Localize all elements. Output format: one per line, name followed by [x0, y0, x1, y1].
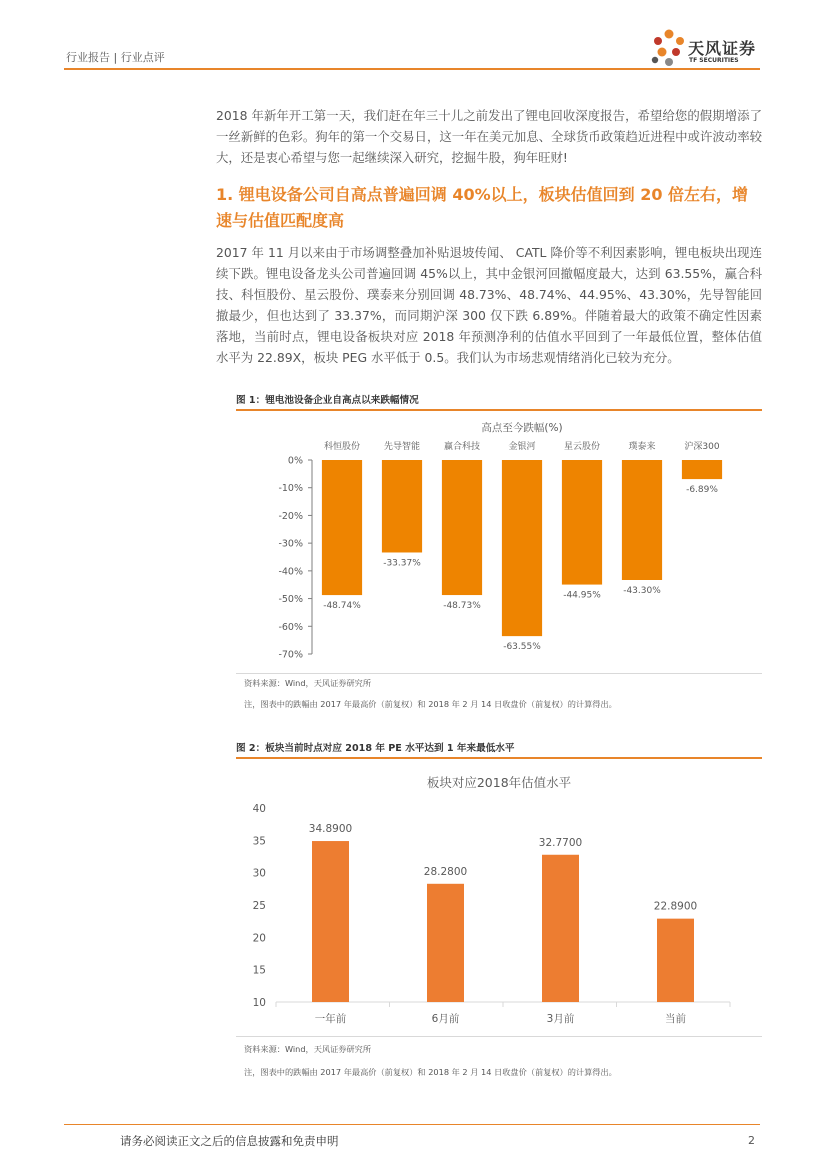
data-label: -48.74% — [323, 601, 361, 612]
header-divider — [64, 68, 760, 70]
bar — [682, 460, 722, 479]
logo-text-cn: 天风证券 — [688, 39, 757, 58]
x-category-label: 赢合科技 — [443, 442, 481, 452]
y-tick-label: 10 — [252, 997, 266, 1009]
data-label: -6.89% — [686, 485, 718, 496]
figure-2-source: 资料来源：Wind，天风证券研究所 — [244, 1044, 372, 1054]
x-category-label: 6月前 — [431, 1013, 460, 1025]
data-label: -44.95% — [563, 590, 601, 601]
figure-2-top-rule — [236, 757, 762, 759]
x-category-label: 璞泰来 — [628, 442, 656, 452]
y-tick-label: 30 — [252, 867, 266, 880]
figure-2-bottom-rule — [236, 1036, 762, 1037]
bar — [322, 460, 362, 595]
figure-2-note: 注，图表中的跌幅由 2017 年最高价（前复权）和 2018 年 2 月 14 日收盘价（前复权）的计算得出。 — [244, 1067, 617, 1077]
y-tick-label: 25 — [252, 900, 266, 912]
x-category-label: 科恒股份 — [323, 442, 361, 452]
figure-1-bottom-rule — [236, 673, 762, 674]
y-tick-label: 0% — [287, 455, 303, 467]
x-category-label: 当前 — [665, 1013, 686, 1025]
page-number: 2 — [748, 1134, 755, 1147]
y-tick-label: 20 — [252, 932, 266, 945]
bar — [562, 460, 602, 585]
x-category-label: 先导智能 — [383, 442, 421, 452]
data-label: -63.55% — [503, 642, 541, 653]
footer-divider — [64, 1124, 760, 1125]
x-category-label: 星云股份 — [563, 442, 601, 452]
bar — [542, 855, 579, 1002]
data-label: 22.8900 — [653, 900, 698, 913]
data-label: 32.7700 — [538, 836, 583, 849]
report-type-label: 行业报告 | 行业点评 — [66, 51, 165, 64]
figure-2-caption: 图 2：板块当前时点对应 2018 年 PE 水平达到 1 年来最低水平 — [236, 743, 515, 754]
tf-securities-logo — [650, 28, 765, 70]
figure-1-note: 注，图表中的跌幅由 2017 年最高价（前复权）和 2018 年 2 月 14 日收盘价（前复权）的计算得出。 — [244, 699, 617, 709]
bar — [502, 460, 542, 636]
bar — [657, 919, 694, 1002]
section-body-paragraph: 2017 年 11 月以来由于市场调整叠加补贴退坡传闻、 CATL 降价等不利因素影响，锂电板块出现连续下跌。锂电设备龙头公司普遍回调 45%以上，其中金银河回撤幅度最大，达到 63.55%，赢合科技、科恒股份、星云股份、璞泰来分别回调 48.73%、48.74%、44.95%、43.30%，先导智能回撤最少，但也达到了 33.37%，而同期沪深 300 仅下跌 6.89%。伴随着最大的政策不确定性因素落地，当前时点，锂电设备板块对应 2018 年预测净利的估值水平回到了一年最低位置，整体估值水平为 22.89X，板块 PEG 水平低于 0.5。我们认为市场悲观情绪消化已较为充分。 — [216, 245, 762, 365]
figure-1-top-rule — [236, 409, 762, 411]
bar — [382, 460, 422, 552]
y-tick-label: -50% — [278, 594, 303, 606]
data-label: 28.2800 — [423, 865, 468, 878]
y-tick-label: -40% — [278, 566, 303, 578]
bar — [312, 841, 349, 1002]
y-tick-label: -30% — [278, 538, 303, 550]
valuation-bar-chart — [236, 760, 762, 1034]
figure-1-caption: 图 1：锂电池设备企业自高点以来跌幅情况 — [236, 395, 419, 406]
footer-disclaimer: 请务必阅读正文之后的信息披露和免责申明 — [120, 1134, 339, 1148]
data-label: -48.73% — [443, 601, 481, 612]
x-category-label: 一年前 — [314, 1013, 347, 1025]
x-category-label: 沪深300 — [684, 442, 720, 452]
logo-flower-icon — [650, 28, 690, 70]
x-category-label: 金银河 — [508, 442, 536, 452]
chart-title: 板块对应2018年估值水平 — [426, 775, 572, 790]
y-tick-label: -60% — [278, 621, 303, 633]
x-category-label: 3月前 — [546, 1013, 575, 1025]
chart-title: 高点至今跌幅(%) — [481, 422, 563, 434]
bar — [427, 884, 464, 1002]
y-tick-label: 40 — [252, 803, 266, 815]
data-label: -33.37% — [383, 558, 421, 569]
y-tick-label: -10% — [278, 483, 303, 495]
y-tick-label: 15 — [252, 964, 266, 977]
intro-paragraph: 2018 年新年开工第一天，我们赶在年三十儿之前发出了锂电回收深度报告，希望给您的假期增添了一丝新鲜的色彩。狗年的第一个交易日，这一年在美元加息、全球货币政策趋近进程中或许波动率较大，还是衷心希望与您一起继续深入研究，挖掘牛股，狗年旺财! — [216, 108, 762, 165]
y-tick-label: -20% — [278, 510, 303, 522]
y-tick-label: 35 — [252, 835, 266, 848]
drawdown-bar-chart — [236, 412, 762, 670]
data-label: -43.30% — [623, 586, 661, 597]
y-tick-label: -70% — [278, 649, 303, 661]
section-title: 1. 锂电设备公司自高点普遍回调 40%以上，板块估值回到 20 倍左右，增速与估值匹配度高 — [216, 185, 749, 230]
bar — [622, 460, 662, 580]
figure-1-source: 资料来源：Wind，天风证券研究所 — [244, 678, 372, 688]
data-label: 34.8900 — [308, 823, 353, 836]
logo-text-en: TF SECURITIES — [689, 57, 739, 64]
bar — [442, 460, 482, 595]
